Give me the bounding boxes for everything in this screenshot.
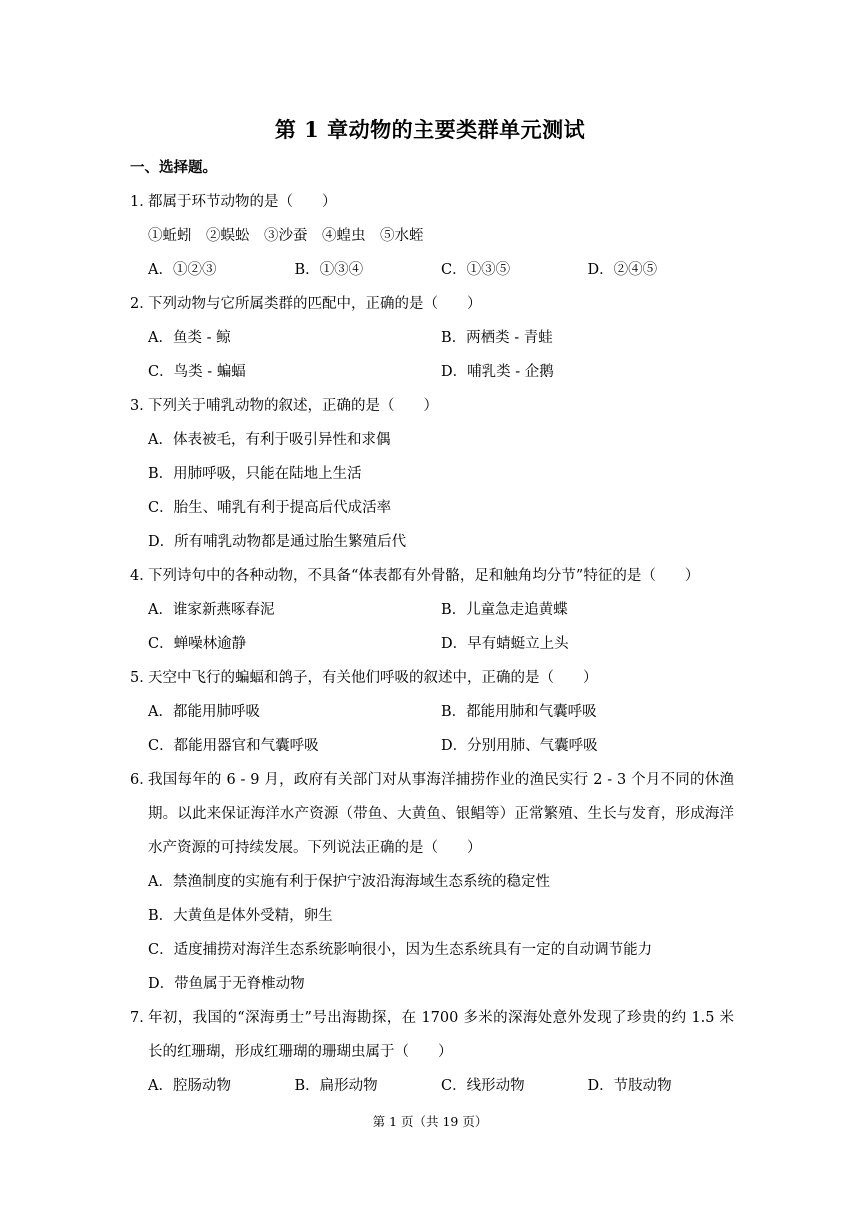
question-text: 都属于环节动物的是（ ） <box>148 194 337 210</box>
question-stem <box>130 763 734 865</box>
option-b[interactable]: B．用肺呼吸，只能在陆地上生活 <box>148 466 362 482</box>
question-text: 下列关于哺乳动物的叙述，正确的是（ ） <box>148 398 438 414</box>
option-c[interactable]: C．线形动物 <box>441 1078 525 1094</box>
option-a[interactable]: A．体表被毛，有利于吸引异性和求偶 <box>148 432 391 448</box>
option-d[interactable]: D．哺乳类 - 企鹅 <box>441 364 554 380</box>
page-title: 第 1 章动物的主要类群单元测试 <box>274 117 586 142</box>
option-c[interactable]: C．鸟类 - 蝙蝠 <box>148 364 246 380</box>
option-b[interactable]: B．两栖类 - 青蛙 <box>441 330 553 346</box>
option-list <box>130 865 734 1001</box>
question-4 <box>130 559 734 661</box>
question-stem <box>130 287 734 321</box>
option-a[interactable]: A．①②③ <box>148 262 217 278</box>
question-2 <box>130 287 734 389</box>
option-b[interactable]: B．儿童急走追黄蝶 <box>441 602 568 618</box>
option-b[interactable]: B．扁形动物 <box>294 1078 378 1094</box>
option-a[interactable]: A．谁家新燕啄春泥 <box>148 602 275 618</box>
option-list <box>130 593 734 661</box>
question-text: 年初，我国的“深海勇士”号出海勘探，在 1700 多米的深海处意外发现了珍贵的约 1.5 米长的红珊瑚，形成红珊瑚的珊瑚虫属于（ ） <box>148 1010 734 1060</box>
page-footer: 第 1 页（共 19 页） <box>372 1114 488 1129</box>
question-text: 天空中飞行的蝙蝠和鸽子，有关他们呼吸的叙述中，正确的是（ ） <box>148 670 598 686</box>
option-d[interactable]: D．带鱼属于无脊椎动物 <box>148 976 305 992</box>
question-list <box>130 185 734 1103</box>
option-list <box>130 423 734 559</box>
question-7 <box>130 1001 734 1103</box>
option-d[interactable]: D．早有蜻蜓立上头 <box>441 636 569 652</box>
option-list <box>130 321 734 389</box>
option-c[interactable]: C．都能用器官和气囊呼吸 <box>148 738 319 754</box>
question-stem <box>130 661 734 695</box>
question-1 <box>130 185 734 287</box>
question-number: 1． <box>130 194 154 210</box>
option-a[interactable]: A．鱼类 - 鲸 <box>148 330 231 346</box>
option-b[interactable]: B．大黄鱼是体外受精，卵生 <box>148 908 333 924</box>
question-number: 4． <box>130 568 154 584</box>
question-stem <box>130 559 734 593</box>
option-a[interactable]: A．都能用肺呼吸 <box>148 704 260 720</box>
option-d[interactable]: D．所有哺乳动物都是通过胎生繁殖后代 <box>148 534 407 550</box>
option-b[interactable]: B．①③④ <box>294 262 364 278</box>
option-c[interactable]: C．适度捕捞对海洋生态系统影响很小，因为生态系统具有一定的自动调节能力 <box>148 942 653 958</box>
question-stem <box>130 389 734 423</box>
option-a[interactable]: A．禁渔制度的实施有利于保护宁波沿海海域生态系统的稳定性 <box>148 874 550 890</box>
option-c[interactable]: C．蝉噪林逾静 <box>148 636 247 652</box>
option-c[interactable]: C．①③⑤ <box>441 262 511 278</box>
question-stem <box>130 185 734 219</box>
option-a[interactable]: A．腔肠动物 <box>148 1078 231 1094</box>
option-list <box>130 695 734 763</box>
question-3 <box>130 389 734 559</box>
question-6 <box>130 763 734 1001</box>
option-d[interactable]: D．分别用肺、气囊呼吸 <box>441 738 598 754</box>
question-number: 5． <box>130 670 154 686</box>
option-list <box>130 253 734 287</box>
question-number: 2． <box>130 296 154 312</box>
question-stem <box>130 1001 734 1069</box>
option-d[interactable]: D．节肢动物 <box>587 1078 672 1094</box>
question-5 <box>130 661 734 763</box>
question-text: 下列动物与它所属类群的匹配中，正确的是（ ） <box>148 296 482 312</box>
question-text: 下列诗句中的各种动物，不具备“体表都有外骨骼，足和触角均分节”特征的是（ ） <box>148 568 700 584</box>
question-items: ①蚯蚓 ②蜈蚣 ③沙蚕 ④蝗虫 ⑤水蛭 <box>148 228 424 244</box>
question-number: 7． <box>130 1010 154 1026</box>
option-d[interactable]: D．②④⑤ <box>587 262 658 278</box>
question-text: 我国每年的 6 - 9 月，政府有关部门对从事海洋捕捞作业的渔民实行 2 - 3 个月不同的休渔期。以此来保证海洋水产资源（带鱼、大黄鱼、银鲳等）正常繁殖、生长与发育，形成海洋水产资源的可持续发展。下列说法正确的是（ ） <box>148 772 734 856</box>
question-number: 3． <box>130 398 154 414</box>
option-c[interactable]: C．胎生、哺乳有利于提高后代成活率 <box>148 500 392 516</box>
option-b[interactable]: B．都能用肺和气囊呼吸 <box>441 704 597 720</box>
option-list <box>130 1069 734 1103</box>
question-number: 6． <box>130 772 154 788</box>
section-heading: 一、选择题。 <box>130 159 217 176</box>
